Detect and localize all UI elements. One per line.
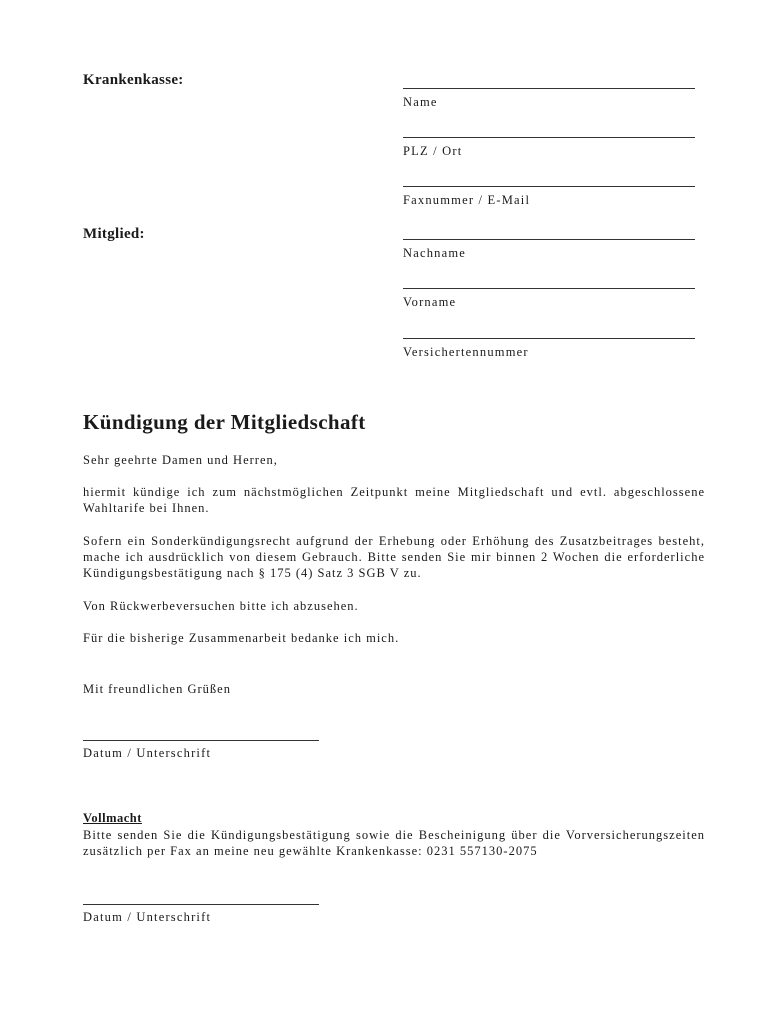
salutation: Sehr geehrte Damen und Herren, <box>83 453 278 467</box>
closing: Mit freundlichen Grüßen <box>83 682 231 696</box>
paragraph-dank: Für die bisherige Zusammenarbeit bedanke ich mich. <box>83 631 400 645</box>
vollmacht-signature-field[interactable] <box>83 904 319 925</box>
vorname-caption: Vorname <box>403 295 457 309</box>
signature-line <box>83 740 319 741</box>
nachname-field[interactable] <box>403 239 695 261</box>
signature-line <box>83 904 319 905</box>
signature-field[interactable] <box>83 740 319 761</box>
kasse-plz-ort-field[interactable] <box>403 137 695 159</box>
signature-caption: Datum / Unterschrift <box>83 746 212 760</box>
versichertennummer-caption: Versichertennummer <box>403 345 529 359</box>
mitglied-label: Mitglied: <box>83 226 145 242</box>
fill-line <box>403 88 695 89</box>
kasse-name-caption: Name <box>403 95 438 109</box>
versichertennummer-field[interactable] <box>403 338 695 360</box>
letter-title: Kündigung der Mitgliedschaft <box>83 410 366 434</box>
paragraph-sonderkuendigung: Sofern ein Sonderkündigungsrecht aufgrund der Erhebung oder Erhöhung des Zusatzbeitrages besteht, mache ich ausdrücklich von diesem Gebrauch. Bitte senden Sie mir binnen 2 Wochen die erforderliche Kündigungsbestätigung nach § 175 (4) Satz 3 SGB V zu. <box>83 534 705 580</box>
krankenkasse-label: Krankenkasse: <box>83 72 184 88</box>
fill-line <box>403 186 695 187</box>
kasse-plz-ort-caption: PLZ / Ort <box>403 144 463 158</box>
fill-line <box>403 338 695 339</box>
paragraph-kuendigung: hiermit kündige ich zum nächstmöglichen Zeitpunkt meine Mitgliedschaft und evtl. abgeschlossene Wahltarife bei Ihnen. <box>83 485 705 515</box>
vollmacht-signature-caption: Datum / Unterschrift <box>83 910 212 924</box>
vollmacht-heading: Vollmacht <box>83 811 142 825</box>
vollmacht-text: Bitte senden Sie die Kündigungsbestätigung sowie die Bescheinigung über die Vorversicherungszeiten zusätzlich per Fax an meine neu gewählte Krankenkasse: 0231 557130-2075 <box>83 828 705 858</box>
fill-line <box>403 288 695 289</box>
fill-line <box>403 239 695 240</box>
nachname-caption: Nachname <box>403 246 467 260</box>
paragraph-rueckwerbung: Von Rückwerbeversuchen bitte ich abzusehen. <box>83 599 359 613</box>
kasse-name-field[interactable] <box>403 88 695 110</box>
kasse-fax-email-field[interactable] <box>403 186 695 208</box>
kasse-fax-email-caption: Faxnummer / E-Mail <box>403 193 531 207</box>
fill-line <box>403 137 695 138</box>
vorname-field[interactable] <box>403 288 695 310</box>
